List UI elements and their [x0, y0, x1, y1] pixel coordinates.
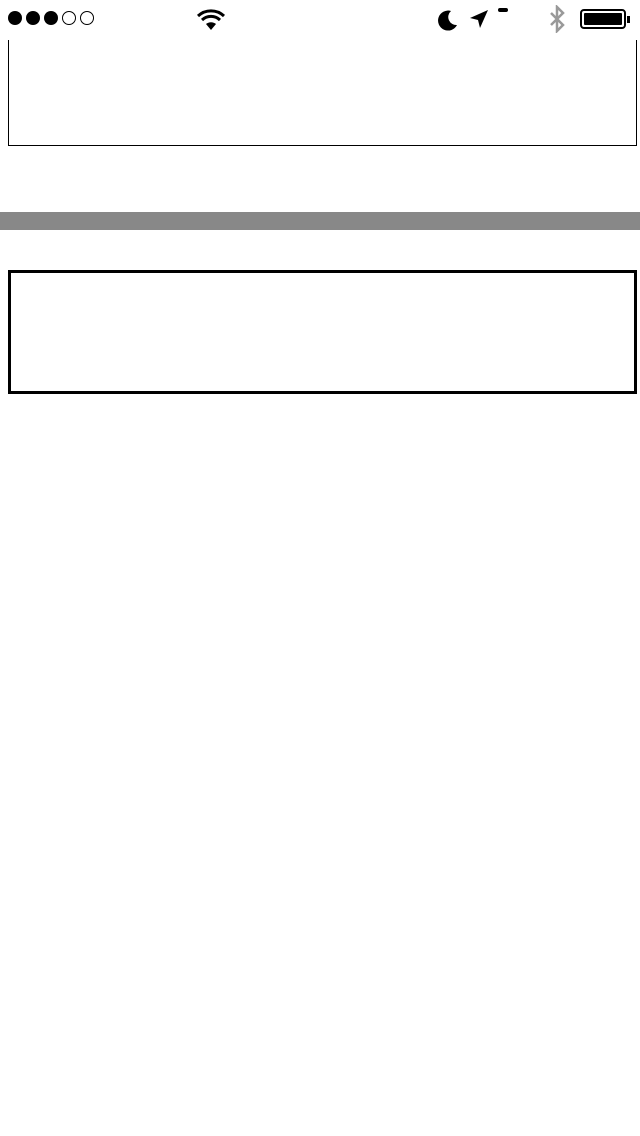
do-not-disturb-moon-icon — [436, 8, 460, 37]
report-header — [8, 270, 637, 394]
previous-contest-partial — [0, 40, 640, 152]
bluetooth-icon — [548, 5, 566, 40]
signal-strength-icon — [8, 11, 94, 25]
page-separator — [0, 212, 640, 230]
wifi-icon — [196, 8, 226, 37]
location-arrow-icon — [468, 8, 490, 35]
status-bar — [0, 0, 640, 40]
vpn-badge — [498, 8, 508, 12]
contest-table-elaine-carlisle — [8, 40, 637, 146]
battery-icon — [580, 9, 626, 29]
